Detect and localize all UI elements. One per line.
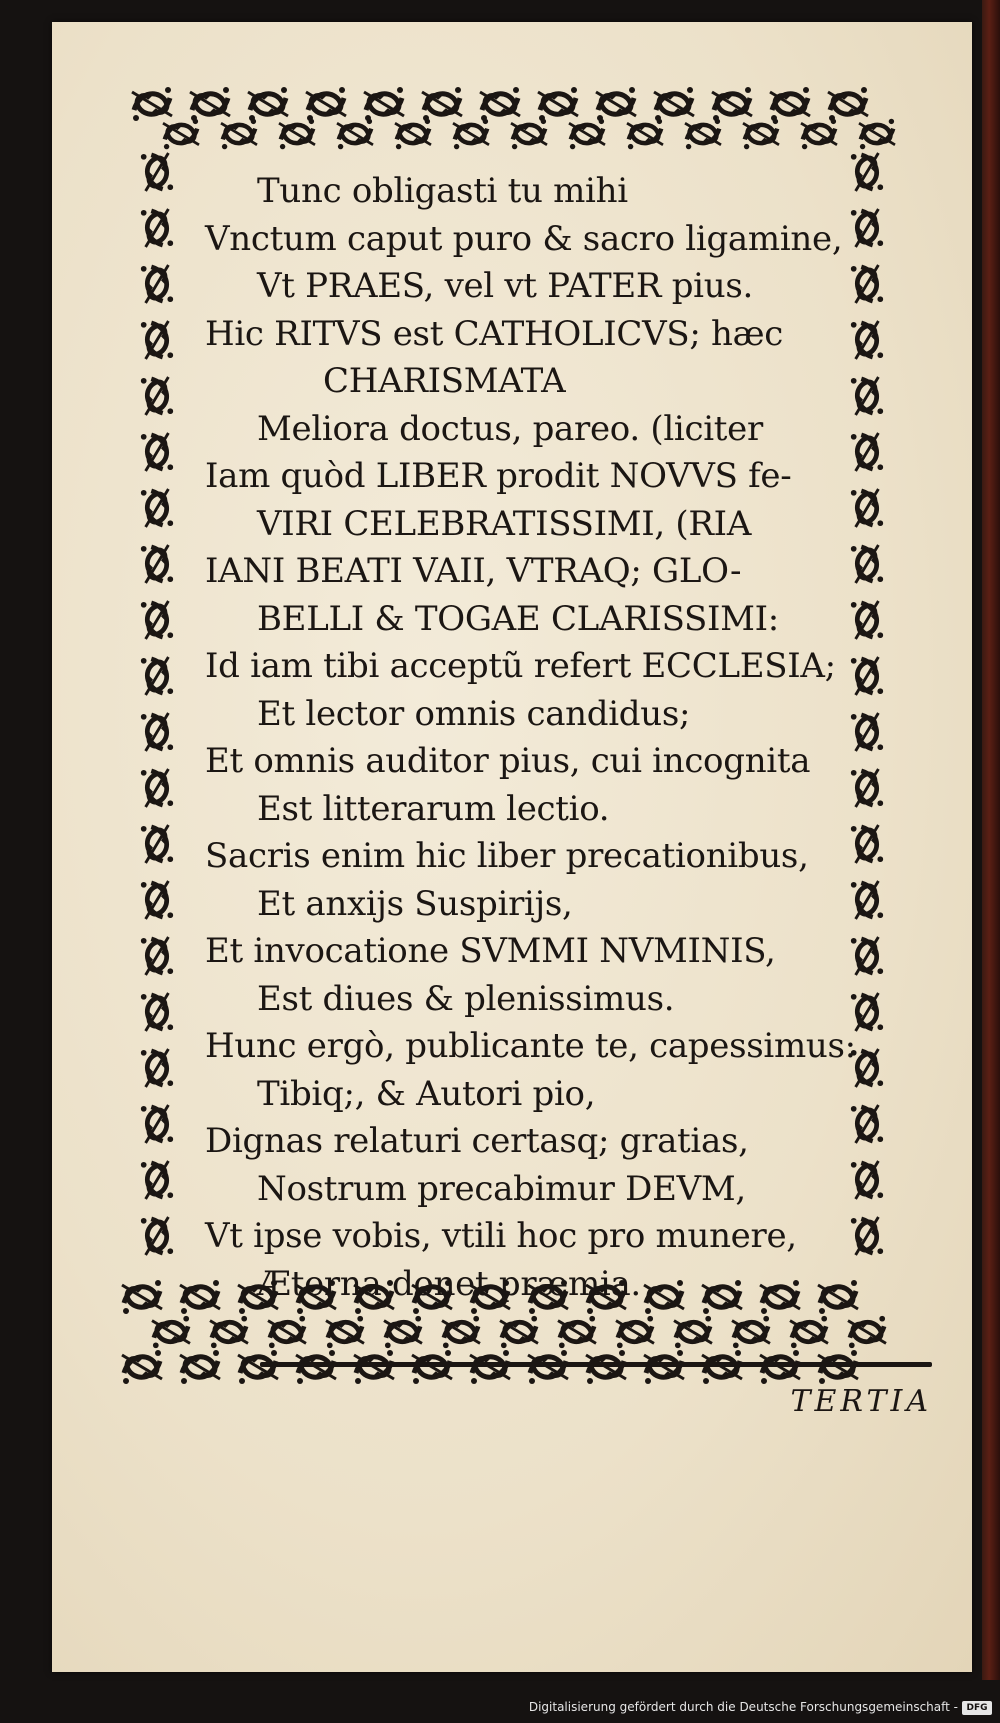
border-ornament: [569, 119, 605, 150]
border-ornament: [760, 1350, 800, 1384]
border-ornament: [296, 1350, 336, 1384]
border-ornament: [141, 433, 173, 471]
border-ornament: [790, 1316, 828, 1348]
border-ornament: [141, 713, 173, 751]
border-ornament: [627, 119, 663, 150]
border-ornament: [596, 87, 636, 121]
border-ornament: [511, 119, 547, 150]
verse-line: Iam quòd LIBER prodit NOVVS fe-: [205, 456, 792, 496]
border-ornament: [480, 87, 520, 121]
book-spine-edge: [982, 0, 1000, 1680]
border-ornament: [141, 1217, 173, 1255]
verse-line: Tunc obligasti tu mihi: [257, 171, 628, 211]
border-ornament: [422, 87, 462, 121]
verse-line: VIRI CELEBRATISSIMI, (RIA: [257, 503, 752, 544]
border-ornament: [141, 993, 173, 1031]
border-ornament: [163, 119, 199, 150]
border-ornament: [122, 1350, 162, 1384]
border-ornament: [732, 1316, 770, 1348]
border-ornament: [848, 1316, 886, 1348]
verse-line: Tibiq;, & Autori pio,: [257, 1073, 596, 1114]
border-ornament: [141, 825, 173, 863]
verse-line: Sacris enim hic liber precationibus,: [205, 836, 809, 876]
border-ornament: [712, 87, 752, 121]
border-ornament: [586, 1350, 626, 1384]
verse-line: BELLI & TOGAE CLARISSIMI:: [257, 598, 779, 639]
border-ornament: [685, 119, 721, 150]
border-ornament: [141, 153, 173, 191]
verse-line: Et invocatione SVMMI NVMINIS,: [205, 931, 776, 971]
border-ornament: [743, 119, 779, 150]
border-ornament: [141, 601, 173, 639]
border-ornament: [442, 1316, 480, 1348]
border-ornament: [828, 87, 868, 121]
border-ornament: [818, 1350, 858, 1384]
border-ornament: [122, 1280, 162, 1314]
border-ornament: [221, 119, 257, 150]
border-ornament: [238, 1350, 278, 1384]
border-ornament: [674, 1316, 712, 1348]
dfg-logo: DFG: [962, 1701, 992, 1715]
verse-line: Et omnis auditor pius, cui incognita: [205, 741, 811, 781]
verse-line: Est litterarum lectio.: [257, 788, 610, 829]
border-ornament: [141, 769, 173, 807]
verse-line: Vt PRAES, vel vt PATER pius.: [257, 266, 754, 306]
border-ornament: [141, 545, 173, 583]
verse-line: Et anxijs Suspirijs,: [257, 883, 573, 924]
border-ornament: [141, 1161, 173, 1199]
verse-line: Hic RITVS est CATHOLICVS; hæc: [205, 313, 784, 354]
border-ornament: [702, 1350, 742, 1384]
border-ornament: [500, 1316, 538, 1348]
border-ornament: [190, 87, 230, 121]
poem-text: [205, 168, 905, 1308]
border-ornament: [210, 1316, 248, 1348]
catchword: TERTIA: [790, 1384, 932, 1419]
verse-line: CHARISMATA: [323, 361, 566, 401]
verse-line: Hunc ergò, publicante te, capessimus:: [205, 1026, 856, 1066]
verse-line: Æterna donet præmia.: [257, 1263, 641, 1304]
border-ornament: [141, 209, 173, 247]
verse-line: Est diues & plenissimus.: [257, 978, 675, 1019]
border-ornament: [141, 937, 173, 975]
border-ornament: [364, 87, 404, 121]
border-ornament: [412, 1350, 452, 1384]
border-ornament: [644, 1350, 684, 1384]
verse-line: Nostrum precabimur DEVM,: [257, 1168, 746, 1209]
border-ornament: [248, 87, 288, 121]
verse-line: Meliora doctus, pareo. (liciter: [257, 408, 763, 449]
border-ornament: [453, 119, 489, 150]
verse-line: Et lector omnis candidus;: [257, 693, 691, 734]
separator-rule: [260, 1362, 932, 1367]
border-ornament: [141, 1105, 173, 1143]
border-ornament: [268, 1316, 306, 1348]
verse-line: Vt ipse vobis, vtili hoc pro munere,: [205, 1216, 797, 1256]
verse-line: IANI BEATI VAII, VTRAQ; GLO-: [205, 551, 742, 591]
border-ornament: [528, 1350, 568, 1384]
border-ornament: [770, 87, 810, 121]
border-ornament: [859, 119, 895, 150]
border-ornament: [538, 87, 578, 121]
border-ornament: [180, 1350, 220, 1384]
funding-credit: Digitalisierung gefördert durch die Deutsche Forschungsgemeinschaft -: [528, 1700, 958, 1714]
border-ornament: [801, 119, 837, 150]
border-ornament: [141, 321, 173, 359]
border-ornament: [141, 489, 173, 527]
border-ornament: [141, 881, 173, 919]
verse-line: Vnctum caput puro & sacro ligamine,: [205, 218, 843, 259]
border-ornament: [395, 119, 431, 150]
border-ornament: [141, 377, 173, 415]
border-ornament: [141, 657, 173, 695]
border-ornament: [654, 87, 694, 121]
digitization-footer: [0, 1698, 1000, 1723]
verse-line: Dignas relaturi certasq; gratias,: [205, 1121, 749, 1161]
border-ornament: [141, 1049, 173, 1087]
border-ornament: [279, 119, 315, 150]
border-ornament: [354, 1350, 394, 1384]
border-ornament: [141, 265, 173, 303]
border-ornament: [470, 1350, 510, 1384]
border-ornament: [384, 1316, 422, 1348]
border-ornament: [337, 119, 373, 150]
border-ornament: [132, 87, 172, 121]
verse-line: Id iam tibi acceptũ refert ECCLESIA;: [205, 646, 836, 686]
border-ornament: [326, 1316, 364, 1348]
border-ornament: [306, 87, 346, 121]
border-ornament: [558, 1316, 596, 1348]
border-ornament: [152, 1316, 190, 1348]
border-ornament: [616, 1316, 654, 1348]
